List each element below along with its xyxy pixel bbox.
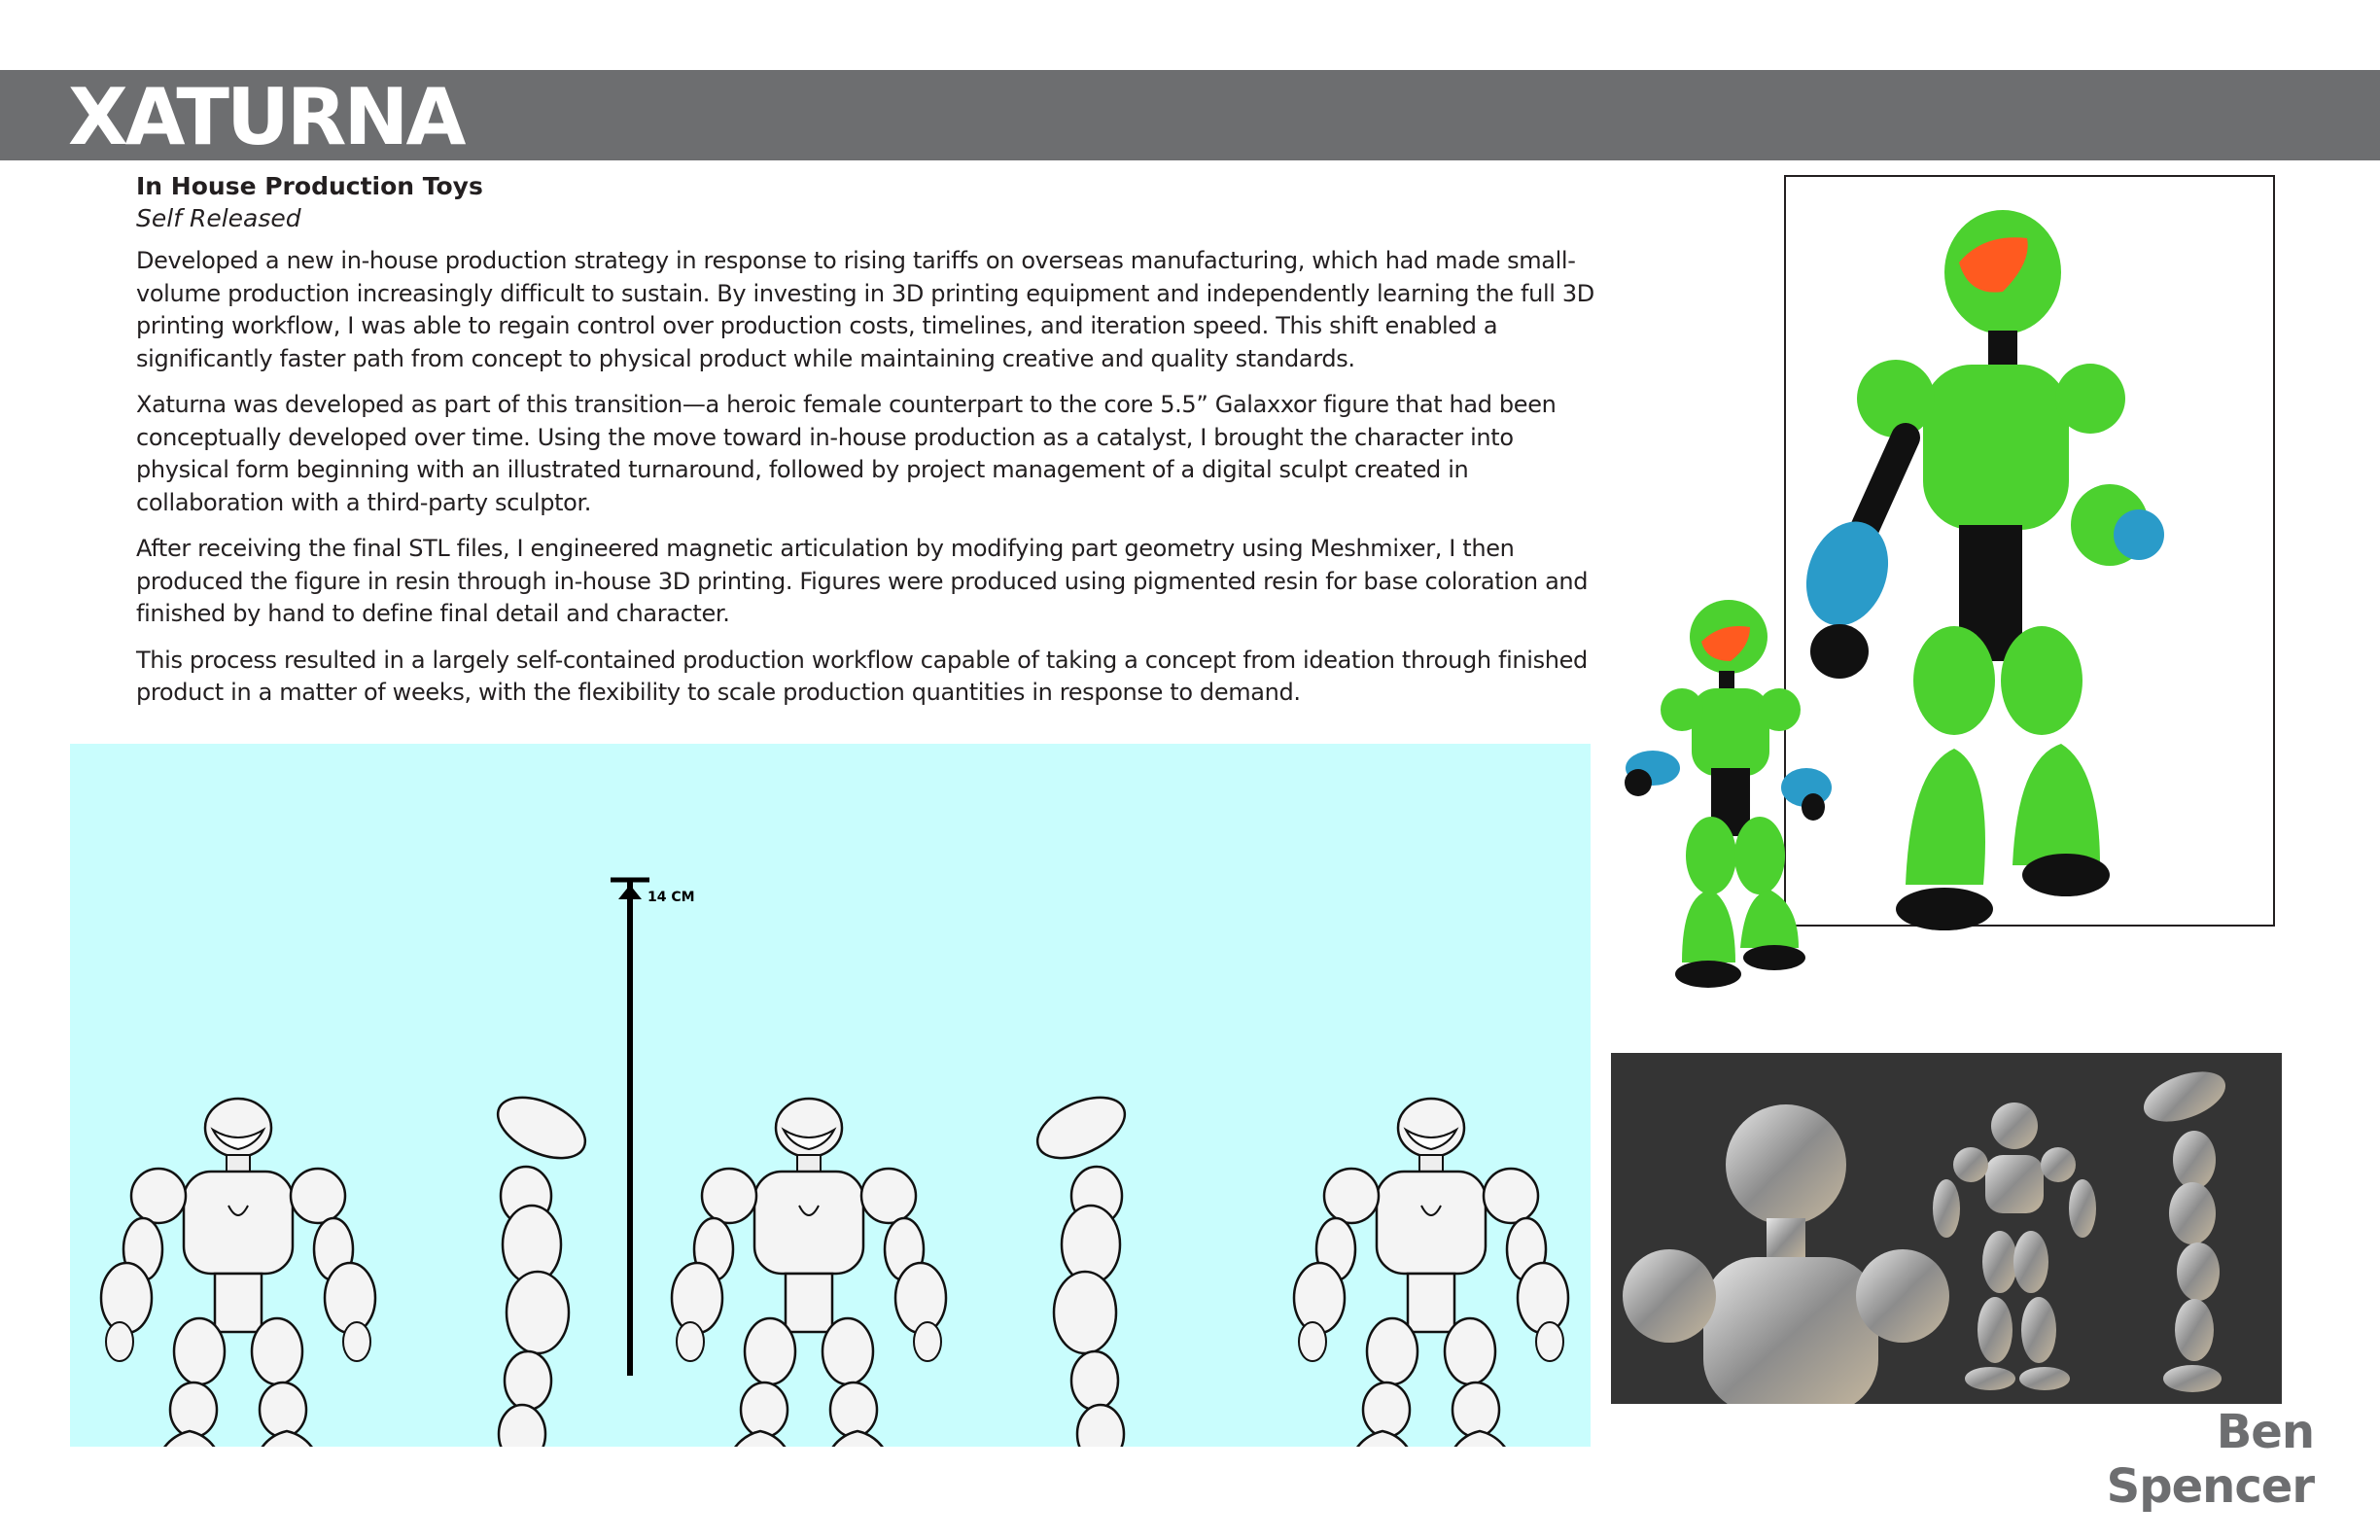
printed-figures-photo — [1614, 185, 2314, 1001]
paragraph-1: Developed a new in-house production strategy in response to rising tariffs on overseas manufacturing, which had made small-volume production increasingly difficult to sustain. By investing in 3D printing equipment and independently learning the full 3D printing workflow, I was able to regain control over production costs, timelines, and iteration speed. This shift enabled a significantly faster path from concept to physical product while maintaining creative and quality standards. — [136, 247, 1594, 372]
paragraph-2: Xaturna was developed as part of this transition—a heroic female counterpart to the core 5.5” Galaxxor figure that had been conceptually developed over time. Using the move toward in-house production as a catalyst, I brought the character into physical form beginning with an illustrated turnaround, followed by project management of a digital sculpt created in collaboration with a third-party sculptor. — [136, 391, 1557, 516]
client-name: In House Production Toys — [136, 172, 483, 200]
release-type: Self Released — [136, 204, 301, 232]
digital-sculpt-render — [1611, 1053, 2282, 1404]
scale-label: 14 CM — [648, 890, 695, 905]
turnaround-side-view-left — [489, 1085, 595, 1447]
turnaround-back-view — [672, 1099, 946, 1447]
render-bust — [1623, 1104, 1949, 1404]
turnaround-front-view — [101, 1099, 375, 1447]
paragraph-3: After receiving the final STL files, I engineered magnetic articulation by modifying part geometry using Meshmixer, I then produced the figure in resin through in-house 3D printing. Figures were produced using pigmented resin for base coloration and finished by hand to define final detail and character. — [136, 535, 1589, 627]
small-figure — [1625, 600, 1832, 988]
turnaround-exploded-view — [1294, 1099, 1568, 1447]
project-description — [136, 171, 1594, 723]
turnaround-drawing — [70, 744, 1591, 1447]
page-title: XATURNA — [68, 72, 464, 162]
render-full-figure — [1933, 1102, 2096, 1390]
render-drawing — [1611, 1053, 2282, 1404]
turnaround-side-view-right — [1029, 1085, 1135, 1447]
figures-drawing — [1614, 185, 2314, 1001]
title-banner — [0, 70, 2380, 160]
turnaround-illustration — [70, 744, 1591, 1447]
scale-bar — [611, 880, 649, 1376]
paragraph-4: This process resulted in a largely self-contained production workflow capable of taking a concept from ideation through finished product in a matter of weeks, with the flexibility to scale production quantities in response to demand. — [136, 646, 1588, 706]
author-signature: Ben Spencer — [2106, 1405, 2314, 1514]
render-side-figure — [2137, 1062, 2232, 1392]
large-figure — [1793, 210, 2164, 930]
